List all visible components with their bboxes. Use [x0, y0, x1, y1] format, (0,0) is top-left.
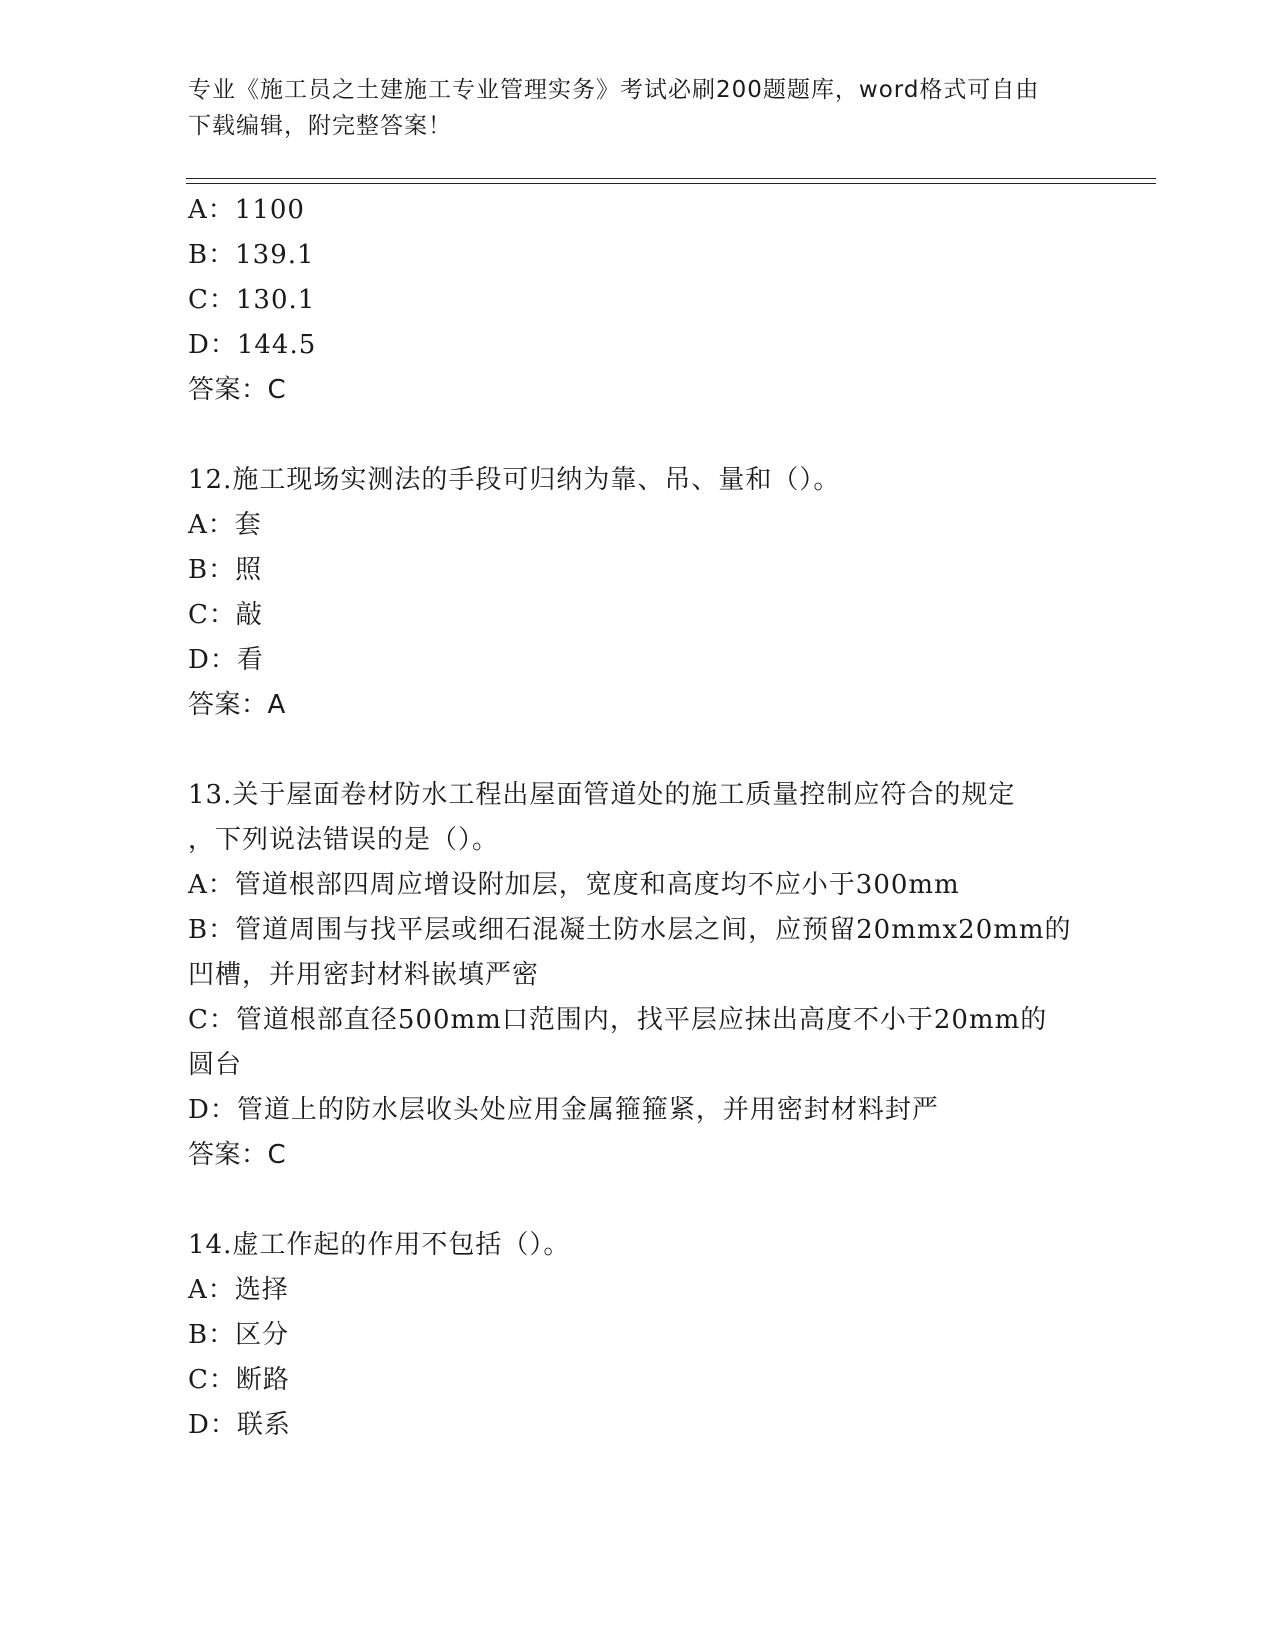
q13-option-c-line-1: C：管道根部直径500mm口范围内，找平层应抹出高度不小于20mm的 [188, 1005, 1048, 1035]
q11-option-b: B：139.1 [188, 240, 315, 270]
q12-option-d: D：看 [188, 645, 264, 675]
q14-option-a: A：选择 [188, 1275, 289, 1305]
q13-question-line-1: 13.关于屋面卷材防水工程出屋面管道处的施工质量控制应符合的规定 [188, 780, 1016, 810]
q13-answer: 答案：C [188, 1140, 287, 1170]
q14-question: 14.虚工作起的作用不包括（）。 [188, 1230, 571, 1260]
q12-answer: 答案：A [188, 690, 286, 720]
q12-option-a: A：套 [188, 510, 262, 540]
q14-option-c: C：断路 [188, 1365, 290, 1395]
header-line-1: 专业《施工员之土建施工专业管理实务》考试必刷200题题库，word格式可自由 [188, 77, 1040, 103]
q13-option-b-line-2: 凹槽，并用密封材料嵌填严密 [188, 960, 540, 990]
header-divider-bottom [186, 183, 1156, 184]
q13-option-d: D：管道上的防水层收头处应用金属箍箍紧，并用密封材料封严 [188, 1095, 939, 1125]
q11-option-c: C：130.1 [188, 285, 316, 315]
q12-option-b: B：照 [188, 555, 263, 585]
q11-option-a: A：1100 [188, 195, 305, 225]
q13-option-c-line-2: 圆台 [188, 1050, 243, 1080]
q13-question-line-2: ，下列说法错误的是（）。 [188, 825, 500, 855]
q12-option-c: C：敲 [188, 600, 263, 630]
q13-option-a: A：管道根部四周应增设附加层，宽度和高度均不应小于300mm [188, 870, 960, 900]
header-line-2: 下载编辑，附完整答案！ [188, 113, 452, 139]
q14-option-b: B：区分 [188, 1320, 290, 1350]
q14-option-d: D：联系 [188, 1410, 291, 1440]
header-divider-top [186, 178, 1156, 179]
document-header [188, 72, 1088, 144]
q13-option-b-line-1: B：管道周围与找平层或细石混凝土防水层之间，应预留20mmx20mm的 [188, 915, 1072, 945]
q11-option-d: D：144.5 [188, 330, 317, 360]
q12-question: 12.施工现场实测法的手段可归纳为靠、吊、量和（）。 [188, 465, 841, 495]
q11-answer: 答案：C [188, 375, 287, 405]
